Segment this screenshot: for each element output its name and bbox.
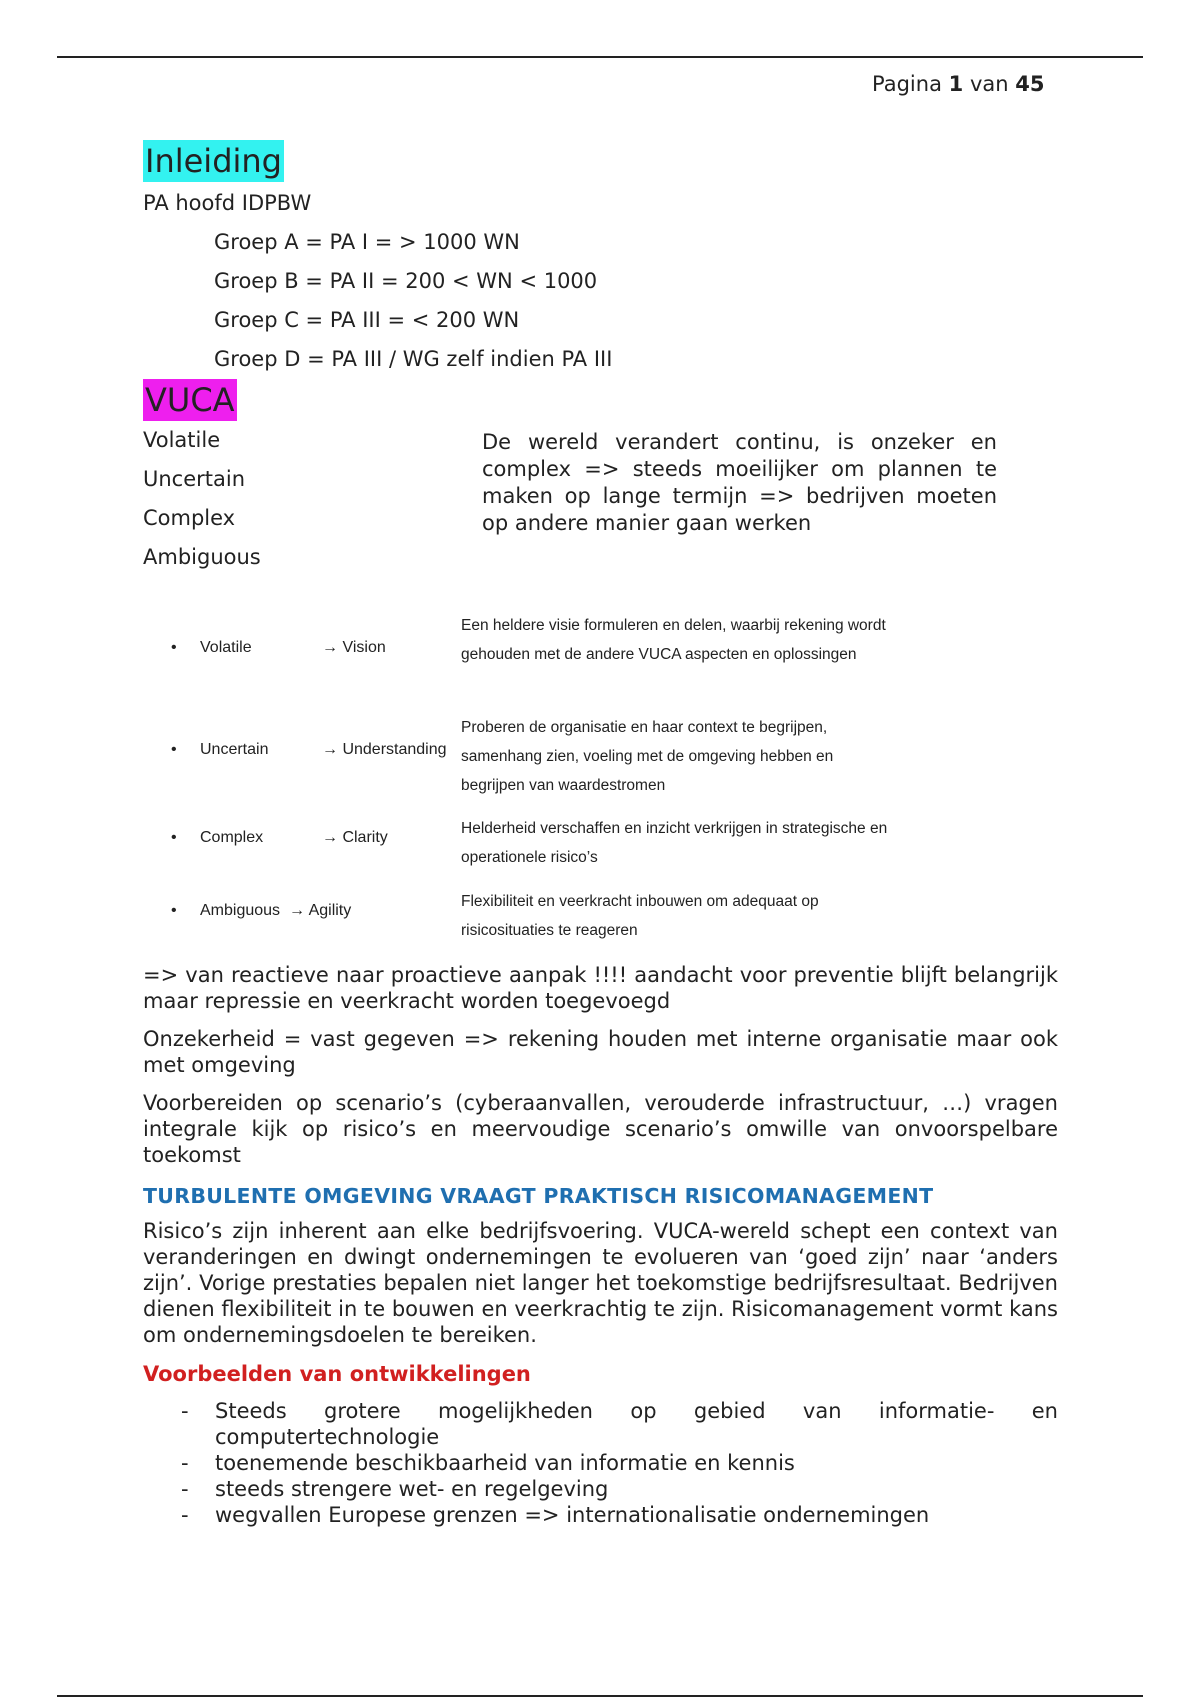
paragraph: => van reactieve naar proactieve aanpak !!!! aandacht voor preventie blijft belangrijk maar repressie en veerkracht worden toegevoegd bbox=[143, 963, 1058, 1013]
group-line: Groep A = PA I = > 1000 WN bbox=[214, 230, 520, 254]
paragraph: Risico’s zijn inherent aan elke bedrijfsvoering. VUCA-wereld schept een context van veranderingen en dwingt ondernemingen te evolueren van ‘goed zijn’ naar ‘anders zijn’. Vorige prestaties bepalen niet langer het toekomstige bedrijfsresultaat. Bedrijven dienen flexibiliteit in te bouwen en veerkrachtig te zijn. Risicomanagement vormt kans om ondernemingsdoelen te bereiken. bbox=[143, 1219, 1058, 1347]
intro-line: PA hoofd IDPBW bbox=[143, 191, 312, 215]
paragraph: Voorbereiden op scenario’s (cyberaanvallen, verouderde infrastructuur, …) vragen integrale kijk op risico’s en meervoudige scenario’s omwille van onvoorspelbare toekomst bbox=[143, 1091, 1058, 1167]
response-description: Een heldere visie formuleren en delen, waarbij rekening wordt gehouden met de andere VUCA aspecten en oplossingen bbox=[461, 617, 886, 663]
response-description: Proberen de organisatie en haar context te begrijpen, samenhang zien, voeling met de omgeving hebben en begrijpen van waardestromen bbox=[461, 719, 834, 794]
vuca-response-list: • Volatile → Vision Een heldere visie formuleren en delen, waarbij rekening wordt gehouden met de andere VUCA aspecten en oplossingen • Uncertain → Understanding Proberen de organisatie en haar context te begrijpen, samenhang zien, voeling met de omgeving hebben en begrijpen van waardestromen • Complex → Clarity Helderheid verschaffen en inzicht verkrijgen in strategische en operationele risico’s • Ambiguous → Agility Flexibiliteit en veerkracht inbouwen om adequaat op risicosituaties te reageren bbox=[143, 611, 1058, 956]
list-item: - steeds strengere wet- en regelgeving bbox=[181, 1477, 609, 1501]
vuca-term: Volatile bbox=[143, 428, 221, 452]
list-item: - toenemende beschikbaarheid van informatie en kennis bbox=[181, 1451, 795, 1475]
response-description: Helderheid verschaffen en inzicht verkrijgen in strategische en operationele risico’s bbox=[461, 820, 888, 866]
response-description: Flexibiliteit en veerkracht inbouwen om adequaat op risicosituaties te reageren bbox=[461, 893, 819, 939]
group-line: Groep C = PA III = < 200 WN bbox=[214, 308, 520, 332]
heading-turbulente-omgeving: TURBULENTE OMGEVING VRAAGT PRAKTISCH RISICOMANAGEMENT bbox=[143, 1184, 934, 1208]
vuca-term: Complex bbox=[143, 506, 236, 530]
header-rule bbox=[57, 56, 1143, 58]
list-item: - Steeds grotere mogelijkheden op gebied van informatie- en computertechnologie bbox=[181, 1399, 1058, 1449]
page-number: Pagina 1 van 45 bbox=[872, 72, 1045, 96]
development-list bbox=[143, 1398, 1058, 1528]
section-inleiding bbox=[143, 140, 1058, 379]
group-line: Groep B = PA II = 200 < WN < 1000 bbox=[214, 269, 598, 293]
heading-vuca: VUCA bbox=[145, 381, 235, 419]
heading-inleiding: Inleiding bbox=[145, 142, 282, 180]
list-item: - wegvallen Europese grenzen => internationalisatie ondernemingen bbox=[181, 1503, 930, 1527]
vuca-term: Uncertain bbox=[143, 467, 246, 491]
group-line: Groep D = PA III / WG zelf indien PA III bbox=[214, 347, 613, 371]
section-vuca bbox=[143, 379, 1058, 956]
document-body bbox=[143, 140, 1058, 1528]
footer-rule bbox=[57, 1695, 1143, 1697]
vuca-summary: De wereld verandert continu, is onzeker en complex => steeds moeilijker om plannen te maken op lange termijn => bedrijven moeten op andere manier gaan werken bbox=[482, 430, 997, 535]
paragraph: Onzekerheid = vast gegeven => rekening houden met interne organisatie maar ook met omgeving bbox=[143, 1027, 1058, 1077]
vuca-term: Ambiguous bbox=[143, 545, 261, 569]
heading-voorbeelden: Voorbeelden van ontwikkelingen bbox=[143, 1362, 531, 1386]
